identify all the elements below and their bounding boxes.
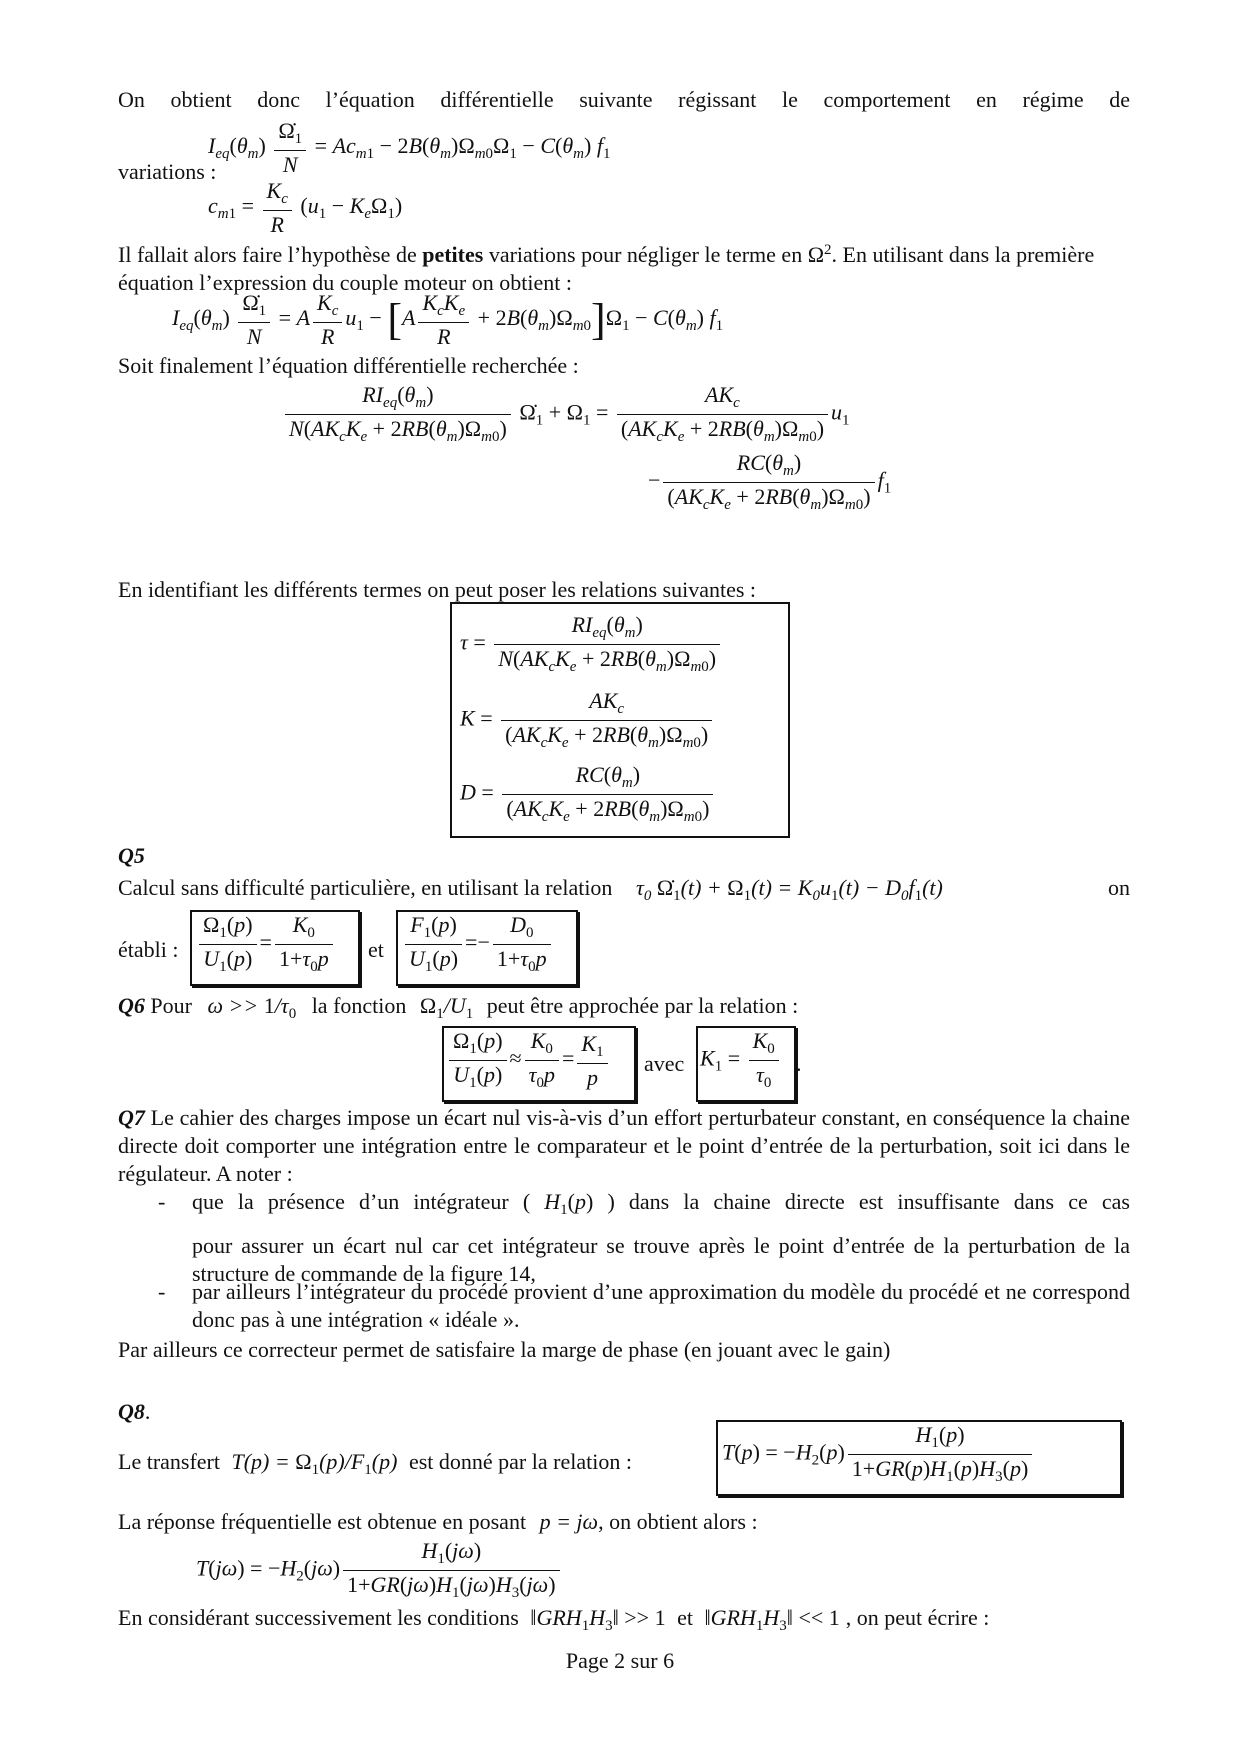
equation-substituted: $I_{eq}(\theta_m)$ $\frac{\Omegȧ_1}{N}$ = A $\frac{K_c}{R}$ $u_1 - [A$ $\frac{K_cK_e}{R}$ + $2B(\theta_m)\Omega_{m0}]\Omega_1 - C(\theta_m)$ $f_1$ <box>172 290 724 349</box>
equation-dynamics: $I_{eq}(\theta_m)$ $\frac{\Omegȧ_1}{N}$ = $Ac_{m1} - 2B(\theta_m)\Omega_{m0}\Omega_1 - C(\theta_m)$ $f_1$ <box>208 118 611 177</box>
q5-paragraph <box>118 874 1130 910</box>
equation-final-right: − $\frac{RC(\theta_m)}{(AK_cK_e + 2RB(\theta_m)\Omega_{m0})}$ $f_1$ <box>648 450 892 513</box>
q7-bullet-2: - par ailleurs l’intégrateur du procédé provient d’une approximation du modèle du procédé et ne correspond donc pas à une intégration « idéale ». <box>158 1279 1130 1332</box>
q5-text-a: Calcul sans difficulté particulière, en utilisant la relation <box>118 875 613 900</box>
hypothesis-text-c: . En utilisant dans la première équation l’expression du couple moteur on obtient : <box>118 242 1095 295</box>
q5-label: Q5 <box>118 843 145 868</box>
q8-text-e: En considérant successivement les conditions <box>118 1605 519 1630</box>
q7-after: Par ailleurs ce correcteur permet de satisfaire la marge de phase (en jouant avec le gain) <box>118 1337 891 1362</box>
page-footer: Page 2 sur 6 <box>565 1648 675 1673</box>
q8-frequency-equation: $T(j\omega) = -H_2(j\omega)$ $\frac{H_1(j\omega)}{1+GR(j\omega)H_1(j\omega)H_3(j\omega)}$ <box>196 1540 563 1601</box>
definition-tau: τ = $\frac{RI_{eq}(\theta_m)}{N(AK_cK_e + 2RB(\theta_m)\Omega_{m0})}$ <box>460 614 723 675</box>
q5-relation: $\tau_0$ $\Omegȧ_1(t) + \Omega_1(t) = K_0u_1(t) - D_0f_1(t)$ <box>635 875 943 904</box>
q8-paragraph-2 <box>118 1508 1130 1536</box>
q5-text-b: on <box>1108 875 1130 900</box>
q7-bullet1-text-b: ) dans la chaine directe est insuffisante dans ce cas <box>607 1189 1130 1214</box>
q5-heading <box>118 842 1130 870</box>
q6-k1-definition: $K_1$ = $\frac{K_0}{\tau_0}$ <box>700 1030 782 1091</box>
q8-text-d: , on obtient alors : <box>598 1509 758 1534</box>
hypothesis-bold: petites <box>422 242 484 267</box>
paragraph-finally: Soit finalement l’équation différentielle recherchée : <box>118 353 579 378</box>
q6-text-b: la fonction <box>311 993 407 1018</box>
q5-transfer-omega: $\frac{\Omega_1(p)}{U_1(p)}$ = $\frac{K_0}{1+\tau_0p}$ <box>196 914 336 975</box>
q7-label: Q7 <box>118 1105 145 1130</box>
q8-p-equals: p = jω <box>539 1509 599 1534</box>
equation-final-left: $\frac{RI_{eq}(\theta_m)}{N(AK_cK_e + 2RB(\theta_m)\Omega_{m0})}$ $\Omegȧ_1 + \Omega_1$ = $\frac{AK_c}{(AK_cK_e + 2RB(\theta_m)\Omega_{m0})}$ $u_1$ <box>282 384 850 445</box>
q8-text-g: , on peut écrire : <box>845 1605 990 1630</box>
q8-text-c: La réponse fréquentielle est obtenue en posant <box>118 1509 527 1534</box>
q7-paragraph <box>118 1104 1130 1188</box>
q6-approximation: $\frac{\Omega_1(p)}{U_1(p)}$ ≈ $\frac{K_0}{\tau_0p}$ = $\frac{K_1}{p}$ <box>446 1030 611 1091</box>
q7-bullet-1: - que la présence d’un intégrateur ( $H_1(p)$ ) dans la chaine directe est insuffisante dans ce cas pour assurer un écart nul car cet intégrateur se trouve après le point d’entrée de la perturbation de la structure de commande de la figure 14, <box>158 1189 1130 1286</box>
q8-text-f: et <box>677 1605 693 1630</box>
q5-transfer-force: $\frac{F_1(p)}{U_1(p)}$ =− $\frac{D_0}{1+\tau_0p}$ <box>402 914 554 975</box>
definition-d: D = $\frac{RC(\theta_m)}{(AK_cK_e + 2RB(\theta_m)\Omega_{m0})}$ <box>460 764 716 825</box>
q6-condition: $\omega >> 1/\tau_0$ <box>207 993 297 1022</box>
definition-k: K = $\frac{AK_c}{(AK_cK_e + 2RB(\theta_m)\Omega_{m0})}$ <box>460 690 715 751</box>
paragraph-identify: En identifiant les différents termes on peut poser les relations suivantes : <box>118 577 757 602</box>
q7-bullet2-text: par ailleurs l’intégrateur du procédé provient d’une approximation du modèle du procédé et ne correspond donc pas à une intégration « idéale ». <box>192 1279 1130 1332</box>
hypothesis-sup: 2 <box>824 242 832 258</box>
q7-bullet1-text-a: que la présence d’un intégrateur ( <box>192 1189 531 1214</box>
paragraph-hypothesis <box>118 236 1130 297</box>
paragraph-variations: variations : <box>118 159 217 184</box>
hypothesis-text-b: variations pour négliger le terme en Ω <box>483 242 825 267</box>
q8-label: Q8 <box>118 1399 145 1424</box>
q8-transfer-equation: $T(p) = -H_2(p)$ $\frac{H_1(p)}{1+GR(p)H_1(p)H_3(p)}$ <box>722 1424 1035 1485</box>
q6-paragraph <box>118 992 1130 1028</box>
q7-text: Le cahier des charges impose un écart nul vis-à-vis d’un effort perturbateur constant, en conséquence la chaine directe doit comporter une intégration entre le comparateur et le point d’entrée de la perturbation, soit ici dans le régulateur. A noter : <box>118 1105 1130 1186</box>
q6-label: Q6 <box>118 993 145 1018</box>
q8-transfer-def: $T(p) = \Omega_1(p)/F_1(p)$ <box>231 1449 398 1478</box>
q8-condition-2: $‖GRH_1H_3‖ << 1$ <box>704 1605 840 1634</box>
q6-text-c: peut être approchée par la relation : <box>486 993 799 1018</box>
q7-bullet1-text-c: pour assurer un écart nul car cet intégrateur se trouve après le point d’entrée de la perturbation de la structure de commande de la figure 14, <box>192 1233 1130 1286</box>
paragraph-intro: On obtient donc l’équation différentielle suivante régissant le comportement en régime de <box>118 87 1130 112</box>
equation-couple: $c_{m1}$ = $\frac{K_c}{R}$ $(u_1 - K_e\Omega_1)$ <box>208 178 403 237</box>
q8-text-a: Le transfert <box>118 1449 220 1474</box>
q8-paragraph-3 <box>118 1604 1130 1640</box>
q6-avec: avec <box>644 1051 685 1076</box>
q8-text-b: est donné par la relation : <box>408 1449 632 1474</box>
q6-ratio: $\Omega_1/U_1$ <box>419 993 474 1022</box>
hypothesis-text-a: Il fallait alors faire l’hypothèse de <box>118 242 423 267</box>
q8-condition-1: $‖GRH_1H_3‖ >> 1$ <box>530 1605 666 1634</box>
q6-dot: . <box>796 1051 802 1076</box>
q6-text-a: Pour <box>144 993 192 1018</box>
q5-et: et <box>368 937 384 962</box>
q5-etabli: établi : <box>118 937 179 962</box>
q8-dot: . <box>144 1399 151 1424</box>
